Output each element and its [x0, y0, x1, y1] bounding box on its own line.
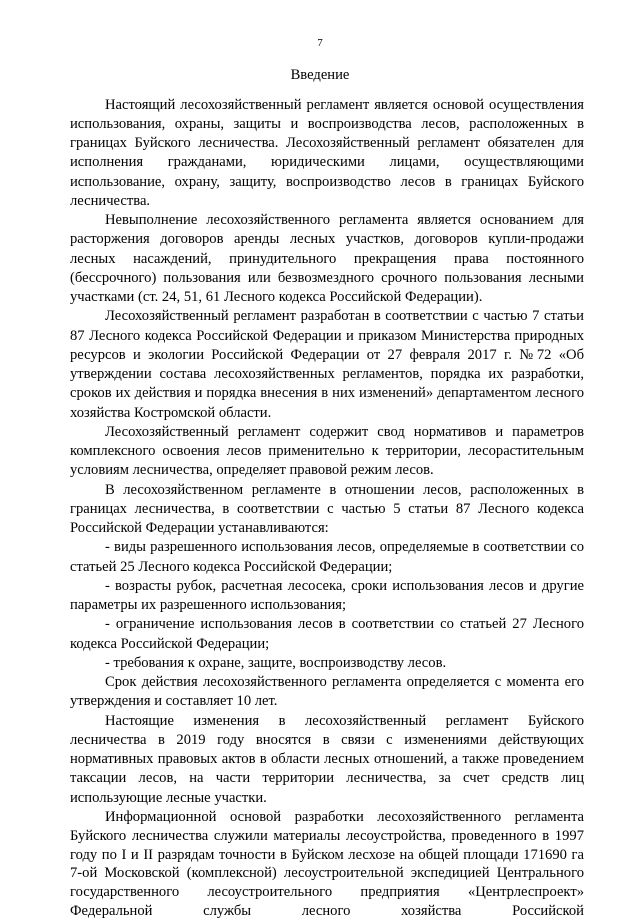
- paragraph-violation: Невыполнение лесохозяйственного регламента является основанием для расторжения договоров аренды лесных участков, договоров купли-продажи лесных насаждений, принудительного прекращения права постоянного (бессрочного) пользования или безвозмездного срочного пользования лесными участками (ст. 24, 51, 61 Лесного кодекса Российской Федерации).: [70, 211, 584, 307]
- list-item-requirements: - требования к охране, защите, воспроизводству лесов.: [70, 654, 584, 673]
- paragraph-intro: Настоящий лесохозяйственный регламент является основой осуществления использования, охраны, защиты и воспроизводства лесов, расположенных в границах Буйского лесничества. Лесохозяйственный регламент обязателен для исполнения гражданами, юридическими лицами, осуществляющими использование, охрану, защиту, воспроизводство лесов в границах Буйского лесничества.: [70, 96, 584, 212]
- list-item-use-types: - виды разрешенного использования лесов, определяемые в соответствии со статьей 25 Лесного кодекса Российской Федерации;: [70, 538, 584, 577]
- list-item-restrictions: - ограничение использования лесов в соответствии со статьей 27 Лесного кодекса Российской Федерации;: [70, 615, 584, 654]
- paragraph-content: Лесохозяйственный регламент содержит свод нормативов и параметров комплексного освоения лесов применительно к территории, лесорастительным условиям лесничества, определяет правовой режим лесов.: [70, 423, 584, 481]
- paragraph-validity: Срок действия лесохозяйственного регламента определяется с момента его утверждения и составляет 10 лет.: [70, 673, 584, 712]
- page-number: 7: [0, 37, 640, 50]
- paragraph-changes: Настоящие изменения в лесохозяйственный регламент Буйского лесничества в 2019 году вносятся в связи с изменениями действующих нормативных правовых актов в области лесных отношений, а также проведением таксации лесов, на части территории лесничества, за счет средств лиц использующие лесные участки.: [70, 712, 584, 808]
- paragraph-established: В лесохозяйственном регламенте в отношении лесов, расположенных в границах лесничества, в соответствии с частью 5 статьи 87 Лесного кодекса Российской Федерации устанавливаются:: [70, 481, 584, 539]
- paragraph-information-basis: Информационной основой разработки лесохозяйственного регламента Буйского лесничества служили материалы лесоустройства, проведенного в 1997 году по I и II разрядам точности в Буйском лесхозе на общей площади 171690 га 7-ой Московской (комплексной) лесоустроительной экспедицией Центрального государственного лесоустроительного предприятия «Центрлеспроект» Федеральной службы лесного хозяйства Российской: [70, 808, 584, 921]
- section-heading: Введение: [0, 67, 640, 84]
- paragraph-legal-basis: Лесохозяйственный регламент разработан в соответствии с частью 7 статьи 87 Лесного кодекса Российской Федерации и приказом Министерства природных ресурсов и экологии Российской Федерации от 27 февраля 2017 г. №72 «Об утверждении состава лесохозяйственных регламентов, порядка их разработки, сроков их действия и порядка внесения в них изменений» департаментом лесного хозяйства Костромской области.: [70, 307, 584, 423]
- body-text: [70, 96, 584, 921]
- list-item-cutting-ages: - возрасты рубок, расчетная лесосека, сроки использования лесов и другие параметры их разрешенного использования;: [70, 577, 584, 616]
